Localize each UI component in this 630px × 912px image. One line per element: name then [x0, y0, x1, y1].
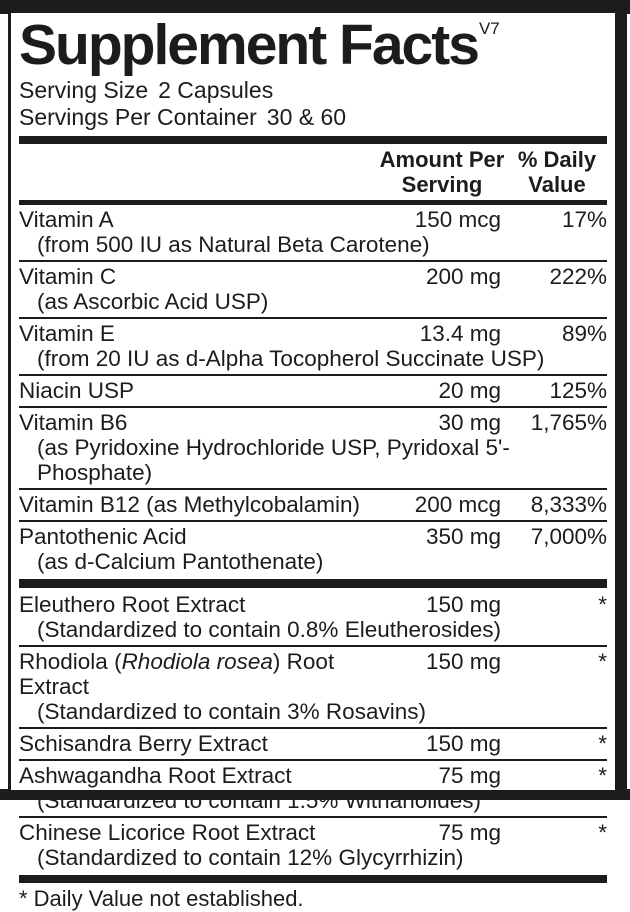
servings-per-container-line	[19, 104, 607, 131]
ingredient-amount: 75 mg	[438, 820, 501, 845]
divider-bar-header	[19, 136, 607, 144]
dv-header-line2: Value	[528, 172, 586, 197]
ingredient-note: (from 20 IU as d-Alpha Tocopherol Succinate USP)	[37, 346, 545, 371]
ingredient-name	[19, 649, 377, 699]
column-header-row	[19, 147, 607, 205]
ingredient-name: Eleuthero Root Extract	[19, 592, 246, 617]
name-suffix: ) Root Extract	[19, 649, 335, 699]
row-main	[19, 378, 607, 403]
ingredient-note: (as Ascorbic Acid USP)	[37, 289, 269, 314]
ingredient-name: Vitamin C	[19, 264, 117, 289]
row-main	[19, 264, 607, 289]
ingredient-amount: 75 mg	[438, 763, 501, 788]
ingredient-dv: *	[598, 820, 607, 845]
ingredient-name: Vitamin B12 (as Methylcobalamin)	[19, 492, 360, 517]
ingredient-dv: 89%	[561, 321, 607, 346]
ingredient-name: Chinese Licorice Root Extract	[19, 820, 316, 845]
row-main	[19, 524, 607, 549]
version-superscript: V7	[478, 19, 500, 38]
ingredient-dv: 8,333%	[530, 492, 607, 517]
row-main	[19, 649, 607, 699]
title-row	[19, 15, 607, 77]
row-main	[19, 207, 607, 232]
ingredient-note: (Standardized to contain 0.8% Eleutherosides)	[37, 617, 502, 642]
right-frame-strip	[615, 10, 627, 792]
ingredient-name: Pantothenic Acid	[19, 524, 187, 549]
ingredient-note: (Standardized to contain 3% Rosavins)	[37, 699, 426, 724]
row-main	[19, 820, 607, 845]
serving-size-value: 2 Capsules	[158, 77, 274, 103]
ingredient-amount: 150 mg	[425, 592, 501, 617]
ingredient-dv: 222%	[549, 264, 607, 289]
supplement-facts-panel	[8, 13, 615, 911]
dv-header-line1: % Daily	[517, 147, 597, 172]
row-main	[19, 731, 607, 756]
name-prefix: Rhodiola (	[19, 649, 122, 674]
amount-header-line1: Amount Per	[379, 147, 505, 172]
serving-size-line	[19, 77, 607, 104]
ingredient-name: Vitamin E	[19, 321, 115, 346]
ingredient-row-vitamin-e	[19, 317, 607, 374]
ingredient-row-ashwagandha	[19, 759, 607, 816]
herbal-rows-group	[19, 590, 607, 873]
ingredient-note: (Standardized to contain 1.5% Withanolides)	[37, 788, 482, 813]
amount-header-line2: Serving	[401, 172, 483, 197]
row-main	[19, 321, 607, 346]
ingredient-amount: 200 mg	[425, 264, 501, 289]
top-frame-strip	[0, 0, 630, 14]
divider-bar-footnote	[19, 875, 607, 883]
ingredient-amount: 150 mg	[425, 731, 501, 756]
species-name-italic: Rhodiola rosea	[121, 649, 273, 674]
ingredient-dv: 17%	[561, 207, 607, 232]
daily-value-footnote: * Daily Value not established.	[19, 886, 304, 911]
ingredient-amount: 350 mg	[425, 524, 501, 549]
ingredient-row-vitamin-b12	[19, 488, 607, 520]
ingredient-row-niacin	[19, 374, 607, 406]
ingredient-row-vitamin-a	[19, 205, 607, 260]
serving-size-label: Serving Size	[19, 77, 149, 103]
vitamin-rows-group	[19, 205, 607, 577]
ingredient-dv: *	[598, 731, 607, 756]
ingredient-dv: *	[598, 763, 607, 788]
ingredient-name: Niacin USP	[19, 378, 135, 403]
panel-title: Supplement Facts	[19, 13, 478, 77]
ingredient-amount: 150 mg	[425, 649, 501, 674]
row-main	[19, 592, 607, 617]
row-main	[19, 492, 607, 517]
ingredient-row-eleuthero	[19, 590, 607, 645]
ingredient-note: (as d-Calcium Pantothenate)	[37, 549, 324, 574]
daily-value-header	[507, 147, 607, 197]
ingredient-note: (Standardized to contain 12% Glycyrrhizin)	[37, 845, 464, 870]
row-main	[19, 410, 607, 435]
ingredient-row-schisandra	[19, 727, 607, 759]
ingredient-row-pantothenic-acid	[19, 520, 607, 577]
ingredient-dv: 125%	[549, 378, 607, 403]
ingredient-dv: 7,000%	[530, 524, 607, 549]
ingredient-dv: 1,765%	[530, 410, 607, 435]
ingredient-name: Vitamin B6	[19, 410, 128, 435]
ingredient-note: (as Pyridoxine Hydrochloride USP, Pyridoxal 5'-Phosphate)	[37, 435, 510, 485]
ingredient-amount: 20 mg	[438, 378, 501, 403]
ingredient-row-chinese-licorice	[19, 816, 607, 873]
row-main	[19, 763, 607, 788]
divider-bar-herbals	[19, 579, 607, 588]
ingredient-amount: 200 mcg	[414, 492, 501, 517]
ingredient-note: (from 500 IU as Natural Beta Carotene)	[37, 232, 430, 257]
header-spacer	[19, 147, 377, 197]
ingredient-name: Schisandra Berry Extract	[19, 731, 268, 756]
ingredient-name: Vitamin A	[19, 207, 114, 232]
ingredient-row-rhodiola	[19, 645, 607, 727]
ingredient-row-vitamin-c	[19, 260, 607, 317]
ingredient-row-vitamin-b6	[19, 406, 607, 488]
ingredient-dv: *	[598, 592, 607, 617]
ingredient-amount: 30 mg	[438, 410, 501, 435]
servings-per-container-value: 30 & 60	[266, 104, 347, 130]
ingredient-amount: 150 mcg	[414, 207, 501, 232]
ingredient-dv: *	[598, 649, 607, 674]
servings-per-container-label: Servings Per Container	[19, 104, 257, 130]
amount-per-serving-header	[377, 147, 507, 197]
ingredient-name: Ashwagandha Root Extract	[19, 763, 292, 788]
ingredient-amount: 13.4 mg	[419, 321, 501, 346]
